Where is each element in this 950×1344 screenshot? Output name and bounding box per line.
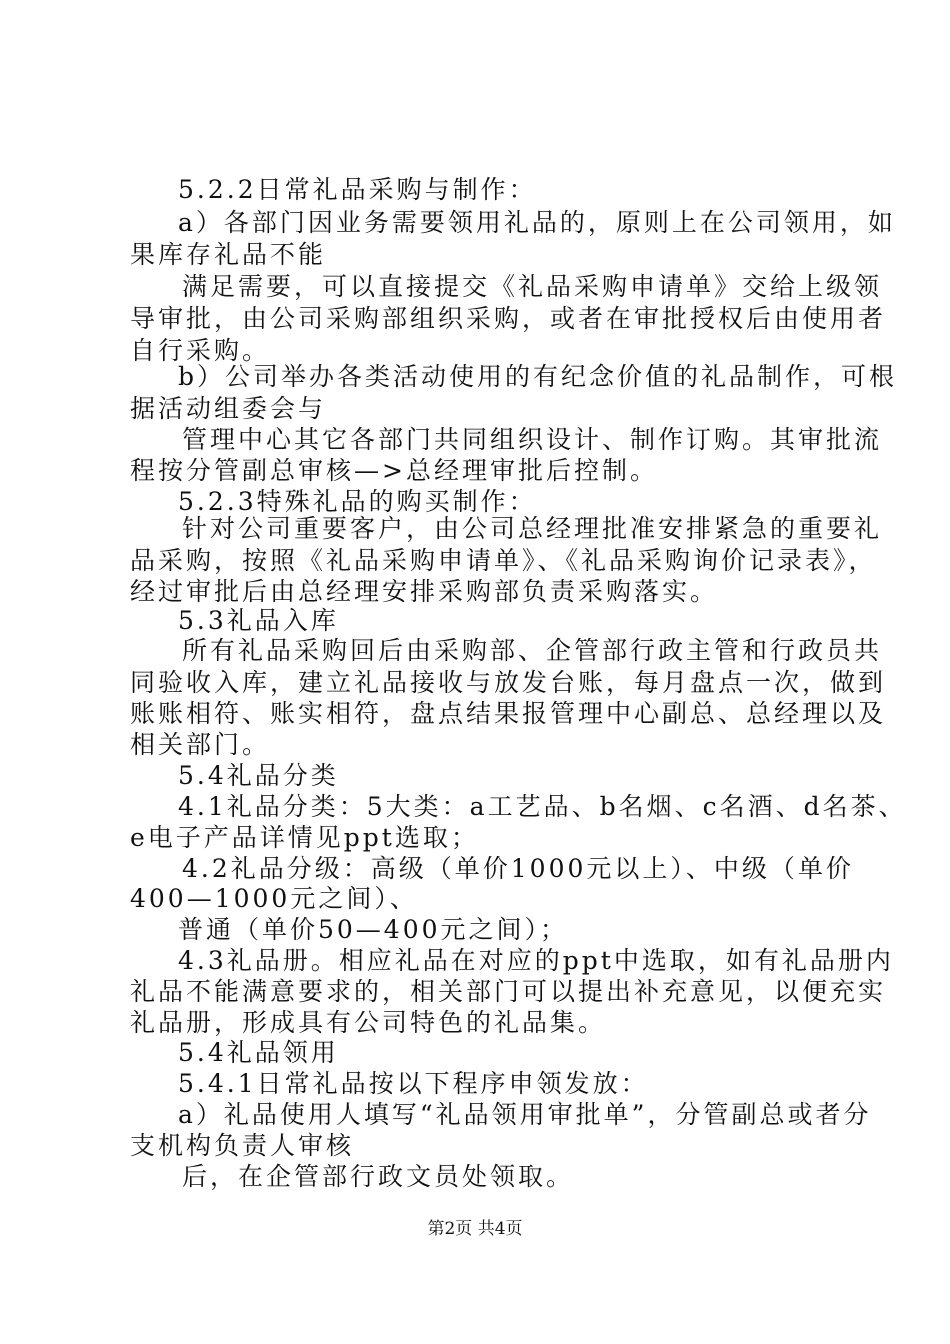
paragraph-line: 程按分管副总审核—>总经理审批后控制。 xyxy=(130,456,658,485)
paragraph-line: 普通（单价50—400元之间）； xyxy=(178,915,569,944)
paragraph-line: 支机构负责人审核 xyxy=(130,1131,355,1160)
heading-5-2-3: 5.2.3特殊礼品的购买制作： xyxy=(178,487,537,516)
paragraph-line: 自行采购。 xyxy=(130,336,271,365)
paragraph-line: 品采购，按照《礼品采购申请单》、《礼品采购询价记录表》， xyxy=(130,546,877,575)
paragraph-line: 所有礼品采购回后由采购部、企管部行政主管和行政员共 xyxy=(182,636,883,665)
paragraph-line: 礼品不能满意要求的，相关部门可以提出补充意见，以便充实 xyxy=(130,977,887,1006)
heading-5-4-category: 5.4礼品分类 xyxy=(178,761,339,790)
paragraph-line: 果库存礼品不能 xyxy=(130,240,327,269)
paragraph-line: 针对公司重要客户，由公司总经理批准安排紧急的重要礼 xyxy=(182,514,883,543)
paragraph-line: 相关部门。 xyxy=(130,730,271,759)
paragraph-line: 账账相符、账实相符，盘点结果报管理中心副总、总经理以及 xyxy=(130,699,887,728)
paragraph-line: 导审批，由公司采购部组织采购，或者在审批授权后由使用者 xyxy=(130,304,887,333)
paragraph-line: e电子产品详情见ppt选取； xyxy=(130,823,479,852)
paragraph-line: 4.3礼品册。相应礼品在对应的ppt中选取，如有礼品册内 xyxy=(178,946,894,975)
heading-5-4-1: 5.4.1日常礼品按以下程序申领发放： xyxy=(178,1069,649,1098)
paragraph-line: 400—1000元之间）、 xyxy=(130,884,418,913)
paragraph-line: 4.1礼品分类：5大类：a工艺品、b名烟、c名酒、d名茶、 xyxy=(178,792,907,821)
paragraph-line: 后，在企管部行政文员处领取。 xyxy=(182,1162,575,1191)
paragraph-line: 经过审批后由总经理安排采购部负责采购落实。 xyxy=(130,577,719,606)
paragraph-line: 同验收入库，建立礼品接收与放发台账，每月盘点一次，做到 xyxy=(130,668,887,697)
paragraph-line: 4.2礼品分级：高级（单价1000元以上）、中级（单价 xyxy=(182,854,854,883)
paragraph-line: 据活动组委会与 xyxy=(130,394,327,423)
heading-5-4-use: 5.4礼品领用 xyxy=(178,1038,339,1067)
paragraph-line: a）礼品使用人填写“礼品领用审批单”，分管副总或者分 xyxy=(178,1100,872,1129)
heading-5-3: 5.3礼品入库 xyxy=(178,606,339,635)
paragraph-line: b）公司举办各类活动使用的有纪念价值的礼品制作，可根 xyxy=(178,362,898,391)
paragraph-line: 礼品册，形成具有公司特色的礼品集。 xyxy=(130,1008,607,1037)
paragraph-line: a）各部门因业务需要领用礼品的，原则上在公司领用，如 xyxy=(178,208,896,237)
paragraph-line: 满足需要，可以直接提交《礼品采购申请单》交给上级领 xyxy=(182,272,883,301)
heading-5-2-2: 5.2.2日常礼品采购与制作： xyxy=(178,175,537,204)
paragraph-line: 管理中心其它各部门共同组织设计、制作订购。其审批流 xyxy=(182,425,883,454)
page-footer: 第2页 共4页 xyxy=(427,1219,523,1239)
